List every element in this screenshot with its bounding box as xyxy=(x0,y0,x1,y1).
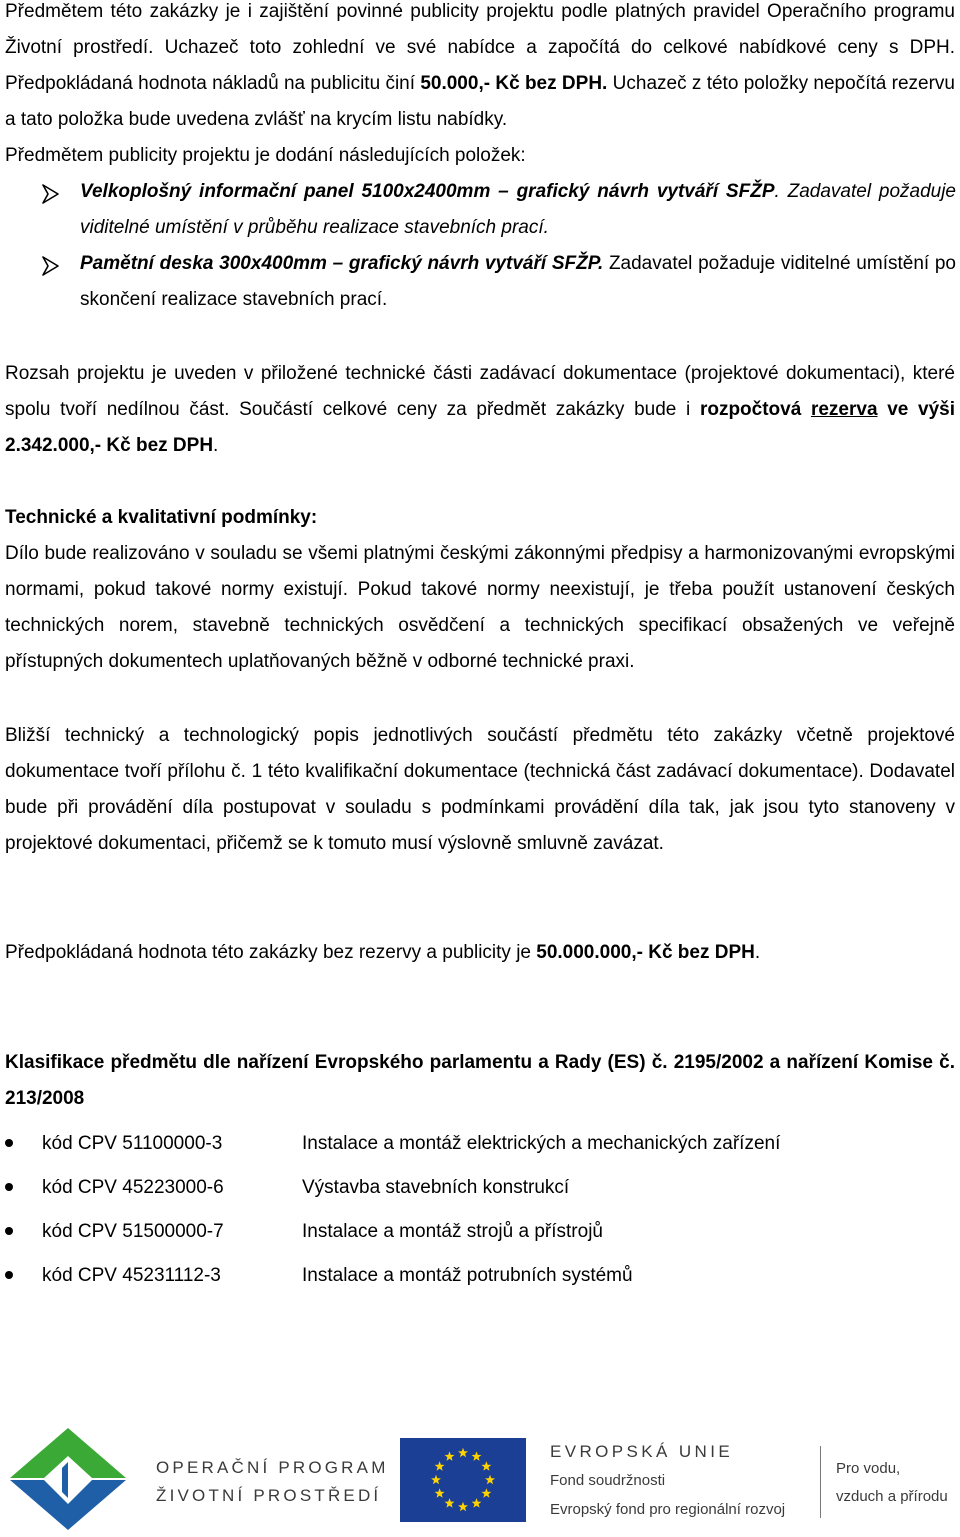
cpv-code: kód CPV 51500000-7 xyxy=(42,1221,224,1242)
tech-heading: Technické a kvalitativní podmínky: xyxy=(5,507,318,528)
cpv-description: Instalace a montáž potrubních systémů xyxy=(302,1265,633,1286)
tech-paragraph: Dílo bude realizováno v souladu se všemi platnými českými zákonnými předpisy a harmonizovanými evropskými normami, pokud takové normy existují. Pokud takové normy neexistují, je třeba použít ustanovení českých technických norem, stavebně technických osvědčení a technických specifikací obsažených ve veřejně přístupných dokumentech uplatňovaných běžně v odborné technické praxi. xyxy=(5,543,955,672)
scope-reserve: rezerva xyxy=(810,399,878,420)
scope-text: Rozsah projektu je uveden v přiložené technické části zadávací dokumentace (projektové dokumentaci), které spolu tvoří nedílnou část. Součástí celkové ceny za předmět zakázky bude i xyxy=(5,363,955,420)
eu-title: EVROPSKÁ UNIE xyxy=(550,1442,734,1461)
intro-text: Předmětem této zakázky je i zajištění povinné publicity projektu podle platných pravidel Operačního programu Životní prostředí. Uchazeč toto zohlední ve své nabídce a započítá do celkové nabídkové ceny s DPH. Předpokládaná hodnota nákladů na publicitu činí xyxy=(5,1,955,94)
eu-fund-regional: Evropský fond pro regionální rozvoj xyxy=(550,1501,786,1518)
estimate-paragraph xyxy=(5,935,955,971)
slogan-line2: vzduch a přírodu xyxy=(836,1488,948,1505)
scope-bold: rozpočtová xyxy=(699,399,811,420)
intro-text-2: Uchazeč z této položky nepočítá rezervu a tato položka bude uvedena zvlášť na krycím listu nabídky. xyxy=(5,73,955,130)
publicity-cost: 50.000,- Kč bez DPH. xyxy=(420,73,608,94)
items-lead: Předmětem publicity projektu je dodání následujících položek: xyxy=(5,145,526,166)
arrow-bullet-icon xyxy=(42,256,60,276)
cpv-code: kód CPV 45231112-3 xyxy=(42,1265,221,1286)
list-item xyxy=(0,1126,960,1162)
publicity-item-panel xyxy=(80,174,956,246)
op-program-line1: OPERAČNÍ PROGRAM xyxy=(156,1458,389,1477)
cpv-code: kód CPV 51100000-3 xyxy=(42,1133,223,1154)
publicity-item-title: Velkoplošný informační panel 5100x2400mm – grafický návrh vytváří SFŽP xyxy=(80,181,775,202)
cpv-description: Výstavba stavebních konstrukcí xyxy=(302,1177,570,1198)
footer-divider xyxy=(820,1446,821,1518)
publicity-item-plaque xyxy=(80,246,956,318)
estimate-value: 50.000.000,- Kč bez DPH xyxy=(536,942,755,963)
bullet-dot-icon xyxy=(5,1139,13,1147)
eu-flag-icon xyxy=(400,1438,526,1522)
slogan-line1: Pro vodu, xyxy=(836,1460,901,1477)
footer-logos xyxy=(0,1420,960,1537)
scope-paragraph xyxy=(5,356,955,464)
scope-end: . xyxy=(213,435,219,456)
publicity-item-note: Zadavatel požaduje viditelné umístění po skončení realizace stavebních prací. xyxy=(80,253,956,310)
estimate-end: . xyxy=(754,942,761,963)
classification-heading: Klasifikace předmětu dle nařízení Evropského parlamentu a Rady (ES) č. 2195/2002 a nařízení Komise č. 213/2008 xyxy=(5,1052,955,1109)
cpv-description: Instalace a montáž elektrických a mechanických zařízení xyxy=(302,1133,781,1154)
detail-paragraph: Bližší technický a technologický popis jednotlivých součástí předmětu této zakázky včetně projektové dokumentace tvoří přílohu č. 1 této kvalifikační dokumentace (technická část zadávací dokumentace). Dodavatel bude při provádění díla postupovat v souladu s podmínkami provádění díla tak, jak jsou tyto stanoveny v projektové dokumentaci, přičemž se k tomuto musí výslovně smluvně zavázat. xyxy=(5,725,955,854)
list-item xyxy=(0,1214,960,1250)
op-program-line2: ŽIVOTNÍ PROSTŘEDÍ xyxy=(156,1486,382,1505)
bullet-dot-icon xyxy=(5,1227,13,1235)
bullet-dot-icon xyxy=(5,1183,13,1191)
arrow-bullet-icon xyxy=(42,184,60,204)
eu-fund-cohesion: Fond soudržnosti xyxy=(550,1472,666,1489)
publicity-item-note: . Zadavatel požaduje viditelné umístění v průběhu realizace stavebních prací. xyxy=(80,181,956,238)
opzp-logo-icon xyxy=(4,1426,132,1532)
list-item xyxy=(0,1258,960,1294)
estimate-text: Předpokládaná hodnota této zakázky bez rezervy a publicity je xyxy=(5,942,537,963)
cpv-code: kód CPV 45223000-6 xyxy=(42,1177,224,1198)
list-item xyxy=(0,1170,960,1206)
scope-reserve-value: ve výši 2.342.000,- Kč bez DPH xyxy=(5,399,956,456)
cpv-description: Instalace a montáž strojů a přístrojů xyxy=(302,1221,603,1242)
bullet-dot-icon xyxy=(5,1271,13,1279)
intro-paragraph xyxy=(5,0,955,138)
publicity-item-title: Pamětní deska 300x400mm – grafický návrh vytváří SFŽP. xyxy=(80,253,604,274)
